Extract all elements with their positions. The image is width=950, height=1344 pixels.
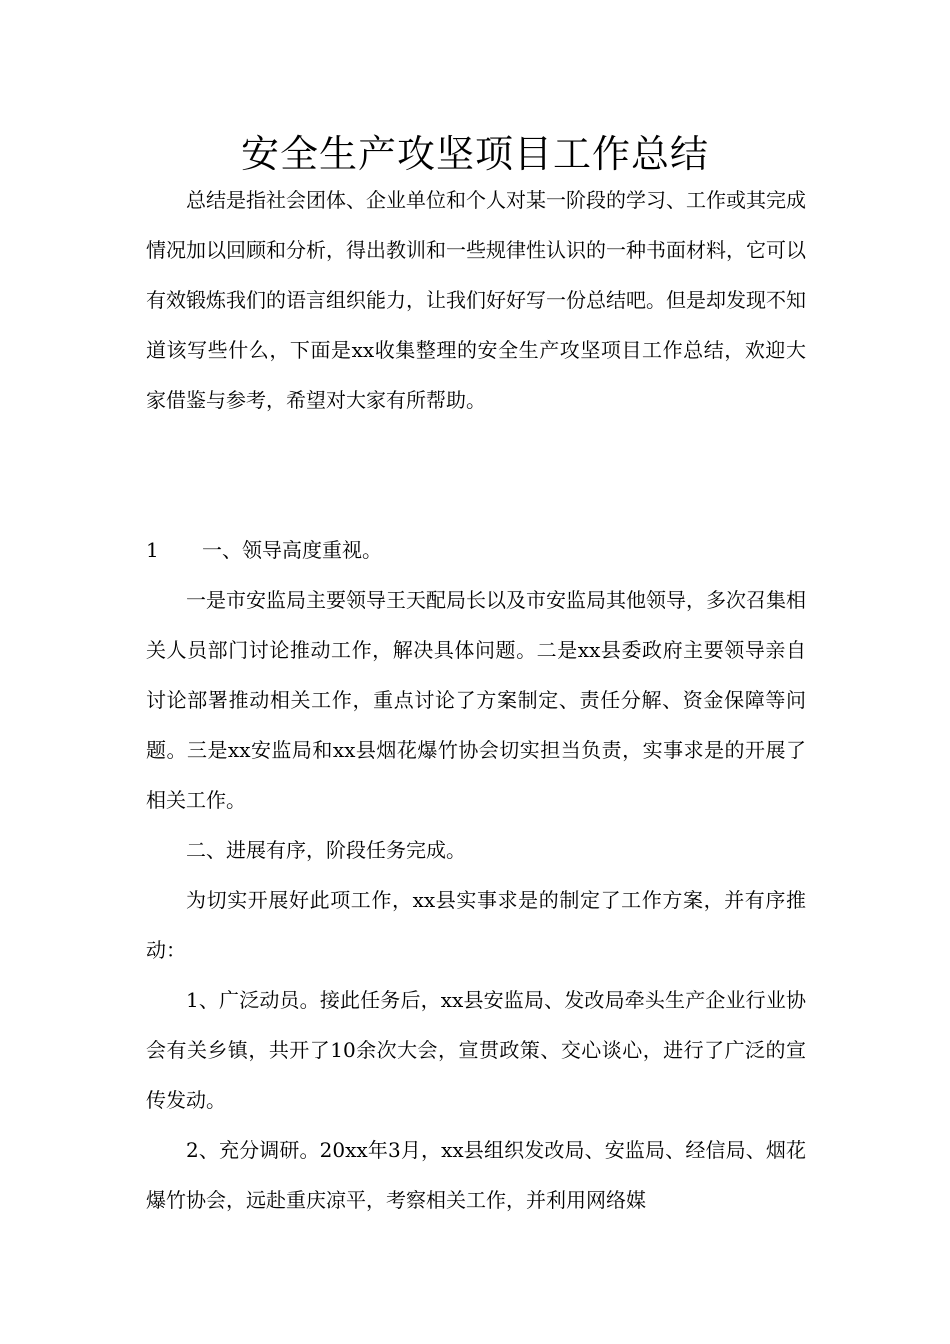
document-title: 安全生产攻坚项目工作总结	[240, 132, 709, 176]
section-heading-text: 一、领导高度重视。	[202, 538, 382, 562]
body-paragraph: 一是市安监局主要领导王天配局长以及市安监局其他领导，多次召集相关人员部门讨论推动工作，解决具体问题。二是xx县委政府主要领导亲自讨论部署推动相关工作，重点讨论了方案制定、责任分解、资金保障等问题。三是xx安监局和xx县烟花爆竹协会切实担当负责，实事求是的开展了相关工作。	[146, 588, 806, 812]
body-section	[146, 575, 806, 1225]
section-heading-2: 二、进展有序，阶段任务完成。	[186, 838, 466, 862]
section-heading-1	[146, 525, 382, 575]
intro-paragraph: 总结是指社会团体、企业单位和个人对某一阶段的学习、工作或其完成情况加以回顾和分析，得出教训和一些规律性认识的一种书面材料，它可以有效锻炼我们的语言组织能力，让我们好好写一份总结吧。但是却发现不知道该写些什么，下面是xx收集整理的安全生产攻坚项目工作总结，欢迎大家借鉴与参考，希望对大家有所帮助。	[146, 188, 806, 412]
list-item-1: 1、广泛动员。接此任务后，xx县安监局、发改局牵头生产企业行业协会有关乡镇，共开了10余次大会，宣贯政策、交心谈心，进行了广泛的宣传发动。	[146, 988, 806, 1112]
list-item-2: 2、充分调研。20xx年3月，xx县组织发改局、安监局、经信局、烟花爆竹协会，远赴重庆凉平，考察相关工作，并利用网络媒	[146, 1138, 806, 1212]
section-number: 1	[146, 538, 159, 562]
body-paragraph: 为切实开展好此项工作，xx县实事求是的制定了工作方案，并有序推动：	[146, 888, 806, 962]
